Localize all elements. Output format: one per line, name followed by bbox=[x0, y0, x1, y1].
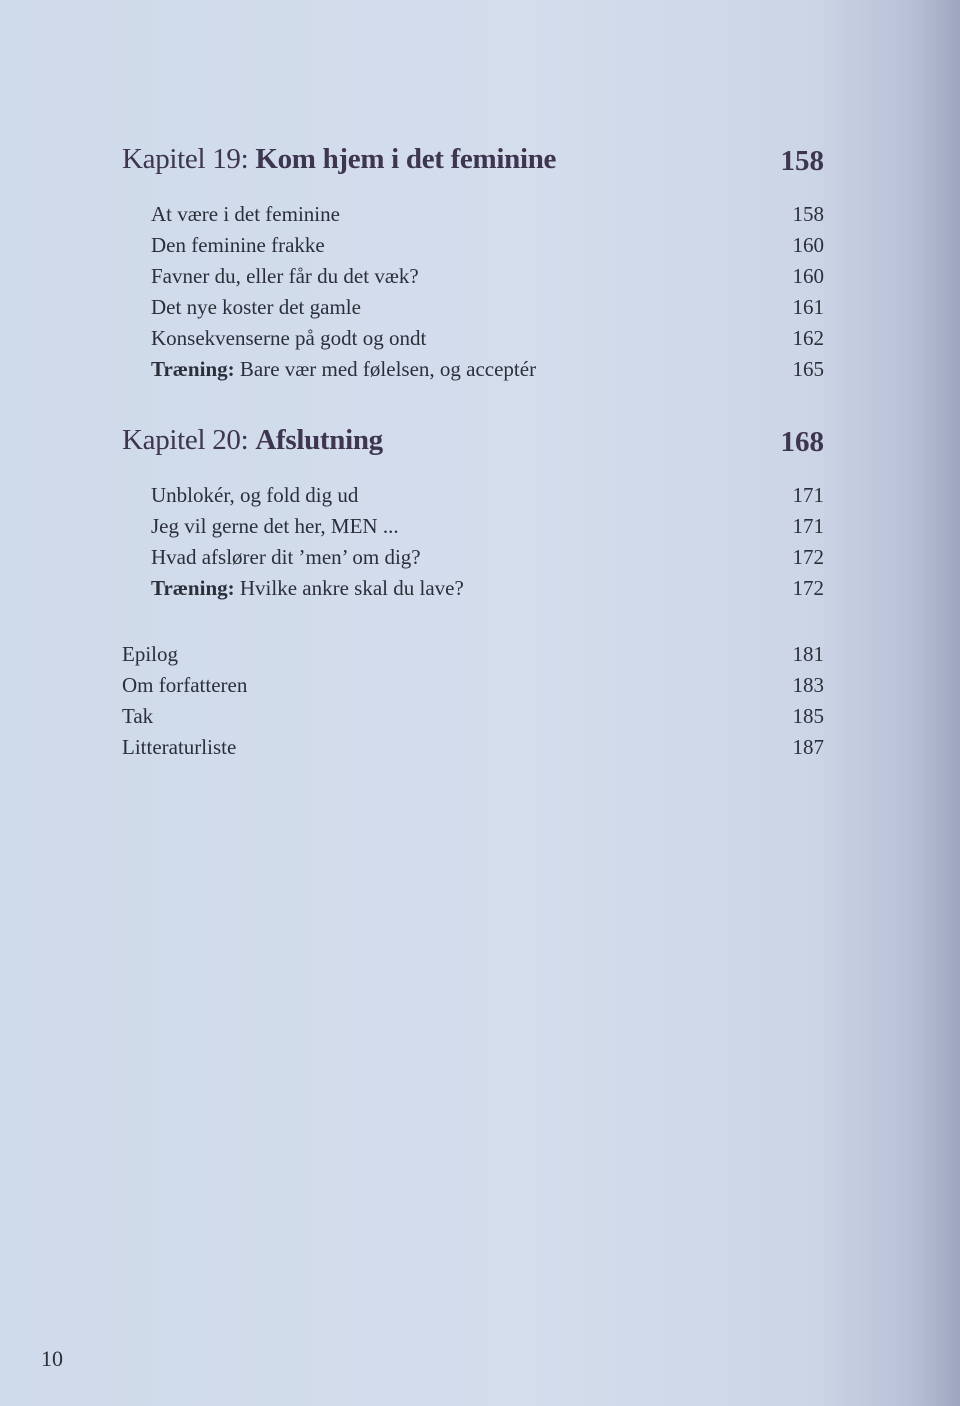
entry-page-number: 158 bbox=[792, 202, 824, 226]
toc-entry bbox=[122, 261, 824, 292]
entry-page-number: 162 bbox=[792, 326, 824, 350]
toc-entry-thanks bbox=[122, 701, 824, 732]
toc-entry bbox=[122, 480, 824, 511]
chapter-title bbox=[122, 143, 556, 176]
back-matter bbox=[122, 639, 824, 763]
toc-entry bbox=[122, 323, 824, 354]
entry-title: Om forfatteren bbox=[122, 673, 248, 697]
chapter-heading bbox=[122, 143, 824, 187]
chapter-title bbox=[122, 424, 383, 457]
entry-page-number: 160 bbox=[792, 264, 824, 288]
entry-page-number: 171 bbox=[792, 483, 824, 507]
entry-title: Epilog bbox=[122, 642, 178, 666]
chapter-number: Kapitel 20: bbox=[122, 424, 249, 456]
toc-entry bbox=[122, 230, 824, 261]
chapter-entries bbox=[122, 480, 824, 604]
chapter-name: Afslutning bbox=[255, 424, 383, 456]
toc-entry bbox=[122, 511, 824, 542]
toc-entry bbox=[122, 292, 824, 323]
entry-title: Det nye koster det gamle bbox=[151, 295, 361, 319]
entry-prefix: Træning: bbox=[151, 357, 235, 381]
toc-entry-epilog bbox=[122, 639, 824, 670]
entry-page-number: 181 bbox=[792, 642, 824, 666]
chapter-page-number: 168 bbox=[780, 426, 824, 458]
chapter-number: Kapitel 19: bbox=[122, 143, 249, 175]
chapter-19 bbox=[122, 143, 824, 385]
chapter-name: Kom hjem i det feminine bbox=[255, 143, 557, 175]
entry-page-number: 172 bbox=[792, 545, 824, 569]
entry-title: Den feminine frakke bbox=[151, 233, 325, 257]
entry-title: Tak bbox=[122, 704, 154, 728]
entry-page-number: 171 bbox=[792, 514, 824, 538]
entry-page-number: 165 bbox=[792, 357, 824, 381]
page-number: 10 bbox=[41, 1346, 63, 1371]
entry-page-number: 161 bbox=[792, 295, 824, 319]
entry-title: Jeg vil gerne det her, MEN ... bbox=[151, 514, 399, 538]
entry-title: Litteraturliste bbox=[122, 735, 237, 759]
chapter-entries bbox=[122, 199, 824, 385]
toc-entry-exercise bbox=[122, 354, 824, 385]
chapter-heading bbox=[122, 424, 824, 468]
entry-page-number: 172 bbox=[792, 576, 824, 600]
toc-entry-bibliography bbox=[122, 732, 824, 763]
entry-page-number: 185 bbox=[792, 704, 824, 728]
chapter-20 bbox=[122, 424, 824, 604]
chapter-page-number: 158 bbox=[780, 145, 824, 177]
toc-entry-about-author bbox=[122, 670, 824, 701]
entry-page-number: 187 bbox=[792, 735, 824, 759]
entry-title: At være i det feminine bbox=[151, 202, 340, 226]
entry-title: Unblokér, og fold dig ud bbox=[151, 483, 359, 507]
toc-entry-exercise bbox=[122, 573, 824, 604]
entry-page-number: 160 bbox=[792, 233, 824, 257]
toc-entry bbox=[122, 199, 824, 230]
toc-entry bbox=[122, 542, 824, 573]
entry-page-number: 183 bbox=[792, 673, 824, 697]
entry-title: Konsekvenserne på godt og ondt bbox=[151, 326, 427, 350]
entry-prefix: Træning: bbox=[151, 576, 235, 600]
entry-title: Hvilke ankre skal du lave? bbox=[239, 576, 464, 600]
entry-title: Bare vær med følelsen, og acceptér bbox=[239, 357, 537, 381]
entry-title: Hvad afslører dit ’men’ om dig? bbox=[151, 545, 421, 569]
entry-title: Favner du, eller får du det væk? bbox=[151, 264, 419, 288]
